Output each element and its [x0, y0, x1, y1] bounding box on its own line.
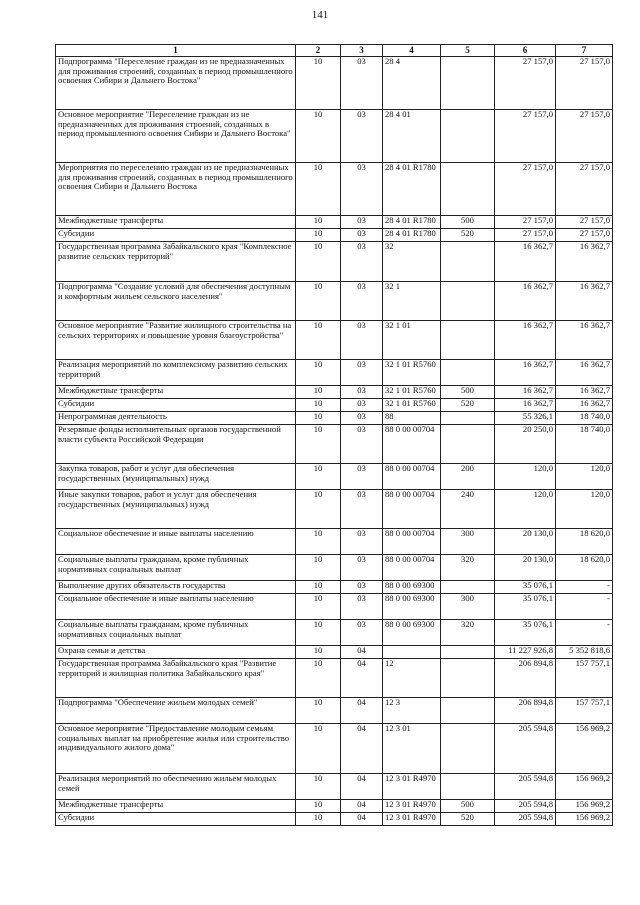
table-row — [56, 698, 613, 724]
cell-subsection: 03 — [341, 242, 383, 282]
cell-expense-type — [441, 698, 495, 724]
cell-section: 10 — [296, 242, 341, 282]
table-body — [56, 57, 613, 826]
cell-subsection: 03 — [341, 620, 383, 646]
cell-amount-2: - — [556, 620, 613, 646]
cell-target-article: 32 1 — [383, 282, 441, 321]
cell-section: 10 — [296, 110, 341, 163]
cell-name: Иные закупки товаров, работ и услуг для обеспечения государственных (муниципальных) нужд — [56, 490, 296, 529]
cell-section: 10 — [296, 555, 341, 581]
table-row — [56, 57, 613, 110]
cell-name: Реализация мероприятий по обеспечению жильем молодых семей — [56, 774, 296, 800]
cell-section: 10 — [296, 360, 341, 386]
cell-amount-2: 156 969,2 — [556, 800, 613, 813]
cell-expense-type — [441, 163, 495, 216]
cell-amount-1: 16 362,7 — [495, 321, 556, 360]
cell-expense-type: 520 — [441, 399, 495, 412]
cell-amount-2: 156 969,2 — [556, 724, 613, 774]
header-row — [56, 45, 613, 57]
cell-name: Межбюджетные трансферты — [56, 216, 296, 229]
cell-subsection: 03 — [341, 425, 383, 464]
cell-section: 10 — [296, 529, 341, 555]
cell-name: Мероприятия по переселению граждан из не предназначенных для проживания строений, созданных в период промышленного освоения Сибири и Дальнего Востока — [56, 163, 296, 216]
cell-target-article: 88 — [383, 412, 441, 425]
cell-amount-2: 16 362,7 — [556, 242, 613, 282]
table-row — [56, 386, 613, 399]
cell-amount-2: 18 740,0 — [556, 425, 613, 464]
cell-section: 10 — [296, 813, 341, 826]
cell-subsection: 03 — [341, 110, 383, 163]
cell-subsection: 03 — [341, 594, 383, 620]
cell-target-article: 12 3 — [383, 698, 441, 724]
cell-amount-1: 16 362,7 — [495, 386, 556, 399]
cell-amount-1: 11 227 926,8 — [495, 646, 556, 659]
cell-name: Резервные фонды исполнительных органов государственной власти субъекта Российской Федерации — [56, 425, 296, 464]
cell-section: 10 — [296, 800, 341, 813]
table-row — [56, 282, 613, 321]
cell-amount-2: 156 969,2 — [556, 774, 613, 800]
cell-name: Реализация мероприятий по комплексному развитию сельских территорий — [56, 360, 296, 386]
cell-expense-type — [441, 724, 495, 774]
table-row — [56, 555, 613, 581]
cell-subsection: 03 — [341, 386, 383, 399]
cell-subsection: 04 — [341, 800, 383, 813]
table-row — [56, 242, 613, 282]
cell-amount-2: 120,0 — [556, 464, 613, 490]
cell-target-article: 28 4 01 R1780 — [383, 163, 441, 216]
cell-amount-1: 35 076,1 — [495, 620, 556, 646]
table-row — [56, 425, 613, 464]
cell-name: Охрана семьи и детства — [56, 646, 296, 659]
cell-target-article: 32 1 01 — [383, 321, 441, 360]
cell-name: Основное мероприятие "Развитие жилищного строительства на сельских территориях и повышение уровня благоустройства" — [56, 321, 296, 360]
table-row — [56, 529, 613, 555]
cell-name: Подпрограмма "Создание условий для обеспечения доступным и комфортным жильем сельского населения" — [56, 282, 296, 321]
cell-amount-2: 16 362,7 — [556, 321, 613, 360]
cell-section: 10 — [296, 620, 341, 646]
cell-name: Основное мероприятие "Предоставление молодым семьям социальных выплат на приобретение жилья или строительство индивидуального жилого дома" — [56, 724, 296, 774]
cell-amount-1: 20 250,0 — [495, 425, 556, 464]
table-row — [56, 229, 613, 242]
cell-target-article: 88 0 00 00704 — [383, 425, 441, 464]
cell-name: Подпрограмма "Обеспечение жильем молодых семей" — [56, 698, 296, 724]
cell-amount-2: 157 757,1 — [556, 659, 613, 698]
cell-amount-1: 27 157,0 — [495, 216, 556, 229]
cell-section: 10 — [296, 464, 341, 490]
cell-target-article: 88 0 00 00704 — [383, 490, 441, 529]
cell-expense-type: 240 — [441, 490, 495, 529]
cell-target-article: 32 1 01 R5760 — [383, 360, 441, 386]
cell-section: 10 — [296, 386, 341, 399]
cell-amount-1: 35 076,1 — [495, 594, 556, 620]
cell-expense-type — [441, 360, 495, 386]
cell-name: Социальное обеспечение и иные выплаты населению — [56, 594, 296, 620]
cell-name: Непрограммная деятельность — [56, 412, 296, 425]
cell-section: 10 — [296, 646, 341, 659]
cell-subsection: 04 — [341, 659, 383, 698]
cell-expense-type — [441, 646, 495, 659]
cell-subsection: 03 — [341, 490, 383, 529]
cell-amount-1: 55 326,1 — [495, 412, 556, 425]
cell-expense-type — [441, 242, 495, 282]
cell-amount-1: 205 594,8 — [495, 800, 556, 813]
cell-expense-type: 320 — [441, 555, 495, 581]
cell-section: 10 — [296, 282, 341, 321]
budget-table — [55, 44, 613, 826]
table-row — [56, 594, 613, 620]
cell-section: 10 — [296, 321, 341, 360]
table-row — [56, 490, 613, 529]
cell-name: Закупка товаров, работ и услуг для обеспечения государственных (муниципальных) нужд — [56, 464, 296, 490]
cell-expense-type: 200 — [441, 464, 495, 490]
cell-name: Основное мероприятие "Переселение граждан из не предназначенных для проживания строений, созданных в период промышленного освоения Сибири и Дальнего Востока" — [56, 110, 296, 163]
table-row — [56, 399, 613, 412]
cell-subsection: 03 — [341, 282, 383, 321]
cell-subsection: 04 — [341, 646, 383, 659]
cell-target-article — [383, 646, 441, 659]
cell-name: Субсидии — [56, 813, 296, 826]
cell-subsection: 03 — [341, 555, 383, 581]
cell-section: 10 — [296, 490, 341, 529]
table-row — [56, 581, 613, 594]
cell-target-article: 12 3 01 — [383, 724, 441, 774]
cell-target-article: 88 0 00 00704 — [383, 529, 441, 555]
cell-subsection: 04 — [341, 813, 383, 826]
header-cell: 1 — [56, 45, 296, 57]
cell-name: Межбюджетные трансферты — [56, 386, 296, 399]
cell-subsection: 03 — [341, 464, 383, 490]
cell-amount-2: 5 352 818,6 — [556, 646, 613, 659]
table-row — [56, 321, 613, 360]
cell-expense-type: 300 — [441, 529, 495, 555]
cell-amount-1: 205 594,8 — [495, 774, 556, 800]
cell-section: 10 — [296, 229, 341, 242]
cell-target-article: 28 4 01 R1780 — [383, 216, 441, 229]
cell-target-article: 88 0 00 69300 — [383, 594, 441, 620]
cell-amount-2: 16 362,7 — [556, 282, 613, 321]
cell-target-article: 12 3 01 R4970 — [383, 813, 441, 826]
cell-target-article: 88 0 00 00704 — [383, 555, 441, 581]
table-row — [56, 620, 613, 646]
cell-expense-type — [441, 57, 495, 110]
cell-expense-type — [441, 282, 495, 321]
header-cell: 7 — [556, 45, 613, 57]
cell-subsection: 03 — [341, 216, 383, 229]
cell-section: 10 — [296, 594, 341, 620]
cell-subsection: 03 — [341, 399, 383, 412]
cell-section: 10 — [296, 774, 341, 800]
cell-section: 10 — [296, 659, 341, 698]
cell-target-article: 12 3 01 R4970 — [383, 800, 441, 813]
cell-target-article: 32 1 01 R5760 — [383, 386, 441, 399]
cell-expense-type — [441, 321, 495, 360]
cell-amount-1: 206 894,8 — [495, 698, 556, 724]
table-row — [56, 110, 613, 163]
cell-amount-1: 16 362,7 — [495, 282, 556, 321]
table-row — [56, 646, 613, 659]
cell-expense-type — [441, 659, 495, 698]
cell-expense-type: 520 — [441, 229, 495, 242]
cell-section: 10 — [296, 724, 341, 774]
cell-expense-type: 300 — [441, 594, 495, 620]
cell-amount-1: 205 594,8 — [495, 724, 556, 774]
cell-target-article: 28 4 — [383, 57, 441, 110]
cell-amount-1: 16 362,7 — [495, 360, 556, 386]
cell-expense-type — [441, 425, 495, 464]
cell-name: Выполнение других обязательств государства — [56, 581, 296, 594]
cell-subsection: 03 — [341, 581, 383, 594]
table-row — [56, 360, 613, 386]
cell-target-article: 28 4 01 — [383, 110, 441, 163]
cell-section: 10 — [296, 57, 341, 110]
cell-section: 10 — [296, 425, 341, 464]
cell-expense-type — [441, 774, 495, 800]
table-row — [56, 724, 613, 774]
table-row — [56, 800, 613, 813]
cell-name: Государственная программа Забайкальского края "Комплексное развитие сельских территорий" — [56, 242, 296, 282]
cell-name: Социальные выплаты гражданам, кроме публичных нормативных социальных выплат — [56, 620, 296, 646]
cell-subsection: 03 — [341, 57, 383, 110]
table-row — [56, 813, 613, 826]
cell-expense-type — [441, 110, 495, 163]
cell-amount-2: 18 620,0 — [556, 529, 613, 555]
cell-amount-2: 16 362,7 — [556, 386, 613, 399]
cell-amount-1: 120,0 — [495, 464, 556, 490]
cell-target-article: 88 0 00 69300 — [383, 620, 441, 646]
cell-expense-type — [441, 581, 495, 594]
cell-amount-1: 35 076,1 — [495, 581, 556, 594]
cell-name: Социальное обеспечение и иные выплаты населению — [56, 529, 296, 555]
cell-amount-1: 206 894,8 — [495, 659, 556, 698]
cell-target-article: 32 1 01 R5760 — [383, 399, 441, 412]
cell-amount-2: 16 362,7 — [556, 399, 613, 412]
cell-name: Социальные выплаты гражданам, кроме публичных нормативных социальных выплат — [56, 555, 296, 581]
cell-amount-1: 16 362,7 — [495, 242, 556, 282]
cell-name: Государственная программа Забайкальского края "Развитие территорий и жилищная политика Забайкальского края" — [56, 659, 296, 698]
cell-amount-1: 20 130,0 — [495, 555, 556, 581]
cell-subsection: 03 — [341, 412, 383, 425]
cell-amount-2: 27 157,0 — [556, 216, 613, 229]
cell-expense-type: 500 — [441, 800, 495, 813]
header-cell: 3 — [341, 45, 383, 57]
cell-amount-1: 27 157,0 — [495, 163, 556, 216]
table-row — [56, 774, 613, 800]
table-row — [56, 163, 613, 216]
cell-subsection: 03 — [341, 229, 383, 242]
cell-expense-type: 520 — [441, 813, 495, 826]
cell-target-article: 12 3 01 R4970 — [383, 774, 441, 800]
cell-amount-2: 157 757,1 — [556, 698, 613, 724]
cell-section: 10 — [296, 216, 341, 229]
cell-subsection: 03 — [341, 360, 383, 386]
table-row — [56, 216, 613, 229]
cell-amount-2: 18 740,0 — [556, 412, 613, 425]
cell-amount-1: 16 362,7 — [495, 399, 556, 412]
cell-section: 10 — [296, 412, 341, 425]
header-cell: 2 — [296, 45, 341, 57]
header-cell: 6 — [495, 45, 556, 57]
cell-expense-type: 500 — [441, 216, 495, 229]
cell-amount-1: 20 130,0 — [495, 529, 556, 555]
cell-amount-2: 27 157,0 — [556, 229, 613, 242]
header-cell: 5 — [441, 45, 495, 57]
cell-name: Межбюджетные трансферты — [56, 800, 296, 813]
cell-name: Подпрограмма "Переселение граждан из не предназначенных для проживания строений, созданных в период промышленного освоения Сибири и Дальнего Востока" — [56, 57, 296, 110]
cell-target-article: 32 — [383, 242, 441, 282]
cell-amount-2: 18 620,0 — [556, 555, 613, 581]
cell-amount-2: 27 157,0 — [556, 163, 613, 216]
cell-subsection: 04 — [341, 698, 383, 724]
cell-amount-1: 27 157,0 — [495, 110, 556, 163]
cell-amount-2: 156 969,2 — [556, 813, 613, 826]
cell-target-article: 12 — [383, 659, 441, 698]
cell-amount-2: 16 362,7 — [556, 360, 613, 386]
cell-amount-1: 27 157,0 — [495, 57, 556, 110]
cell-expense-type: 320 — [441, 620, 495, 646]
cell-section: 10 — [296, 163, 341, 216]
cell-target-article: 28 4 01 R1780 — [383, 229, 441, 242]
table-row — [56, 412, 613, 425]
cell-section: 10 — [296, 698, 341, 724]
cell-amount-1: 120,0 — [495, 490, 556, 529]
cell-name: Субсидии — [56, 229, 296, 242]
page-number: 141 — [311, 9, 329, 21]
cell-amount-2: 27 157,0 — [556, 110, 613, 163]
cell-target-article: 88 0 00 00704 — [383, 464, 441, 490]
header-cell: 4 — [383, 45, 441, 57]
table-row — [56, 464, 613, 490]
cell-subsection: 04 — [341, 774, 383, 800]
cell-target-article: 88 0 00 69300 — [383, 581, 441, 594]
cell-name: Субсидии — [56, 399, 296, 412]
cell-amount-2: - — [556, 594, 613, 620]
cell-amount-1: 205 594,8 — [495, 813, 556, 826]
cell-subsection: 03 — [341, 321, 383, 360]
cell-amount-2: 27 157,0 — [556, 57, 613, 110]
cell-amount-2: 120,0 — [556, 490, 613, 529]
cell-amount-2: - — [556, 581, 613, 594]
cell-section: 10 — [296, 581, 341, 594]
table-row — [56, 659, 613, 698]
cell-subsection: 03 — [341, 529, 383, 555]
cell-expense-type: 500 — [441, 386, 495, 399]
cell-subsection: 04 — [341, 724, 383, 774]
cell-expense-type — [441, 412, 495, 425]
cell-subsection: 03 — [341, 163, 383, 216]
cell-amount-1: 27 157,0 — [495, 229, 556, 242]
cell-section: 10 — [296, 399, 341, 412]
